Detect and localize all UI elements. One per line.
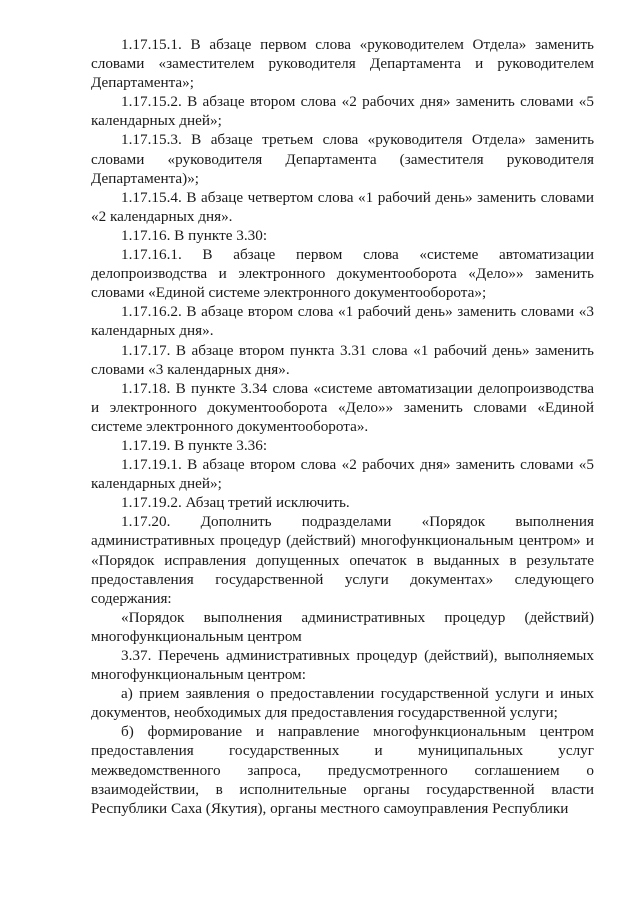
paragraph-1-17-19-2: 1.17.19.2. Абзац третий исключить.: [121, 494, 350, 512]
subsection-heading-mfc: «Порядок выполнения административных процедур (действий) многофункциональным центром: [91, 608, 594, 645]
list-item-a: а) прием заявления о предоставлении государственной услуги и иных документов, необходимых для предоставления государственной услуги;: [91, 685, 594, 722]
paragraph-1-17-15-1: 1.17.15.1. В абзаце первом слова «руководителем Отдела» заменить словами «заместителем руководителя Департамента и руководителем Департамента»;: [91, 36, 594, 92]
paragraph-1-17-15-2: 1.17.15.2. В абзаце втором слова «2 рабочих дня» заменить словами «5 календарных дней»;: [91, 93, 594, 130]
paragraph-1-17-19: 1.17.19. В пункте 3.36:: [121, 436, 268, 454]
paragraph-1-17-15-3: 1.17.15.3. В абзаце третьем слова «руководителя Отдела» заменить словами «руководителя Департамента (заместителя руководителя Департамента)»;: [91, 131, 594, 187]
paragraph-1-17-17: 1.17.17. В абзаце втором пункта 3.31 слова «1 рабочий день» заменить словами «3 календарных дня».: [91, 341, 594, 378]
paragraph-1-17-18: 1.17.18. В пункте 3.34 слова «системе автоматизации делопроизводства и электронного документооборота «Дело»» заменить словами «Единой системе электронного документооборота».: [91, 379, 594, 435]
paragraph-1-17-15-4: 1.17.15.4. В абзаце четвертом слова «1 рабочий день» заменить словами «2 календарных дня».: [91, 188, 594, 225]
list-item-b: б) формирование и направление многофункциональным центром предоставления государственных и муниципальных услуг межведомственного запроса, предусмотренного соглашением о взаимодействии, в исполнительные органы государственной власти Республики Саха (Якутия), органы местного самоуправления Республики: [91, 723, 594, 817]
paragraph-1-17-19-1: 1.17.19.1. В абзаце втором слова «2 рабочих дня» заменить словами «5 календарных дней»;: [91, 456, 594, 493]
paragraph-1-17-16: 1.17.16. В пункте 3.30:: [121, 226, 268, 244]
paragraph-3-37: 3.37. Перечень административных процедур (действий), выполняемых многофункциональным центром:: [91, 647, 594, 684]
paragraph-1-17-16-1: 1.17.16.1. В абзаце первом слова «системе автоматизации делопроизводства и электронного документооборота «Дело»» заменить словами «Единой системе электронного документооборота»;: [91, 246, 594, 302]
paragraph-1-17-20: 1.17.20. Дополнить подразделами «Порядок выполнения административных процедур (действий) многофункциональным центром» и «Порядок исправления допущенных опечаток в выданных в результате предоставления государственной услуги документах» следующего содержания:: [91, 513, 594, 607]
document-body: [91, 35, 594, 818]
paragraph-1-17-16-2: 1.17.16.2. В абзаце втором слова «1 рабочий день» заменить словами «3 календарных дня».: [91, 303, 594, 340]
